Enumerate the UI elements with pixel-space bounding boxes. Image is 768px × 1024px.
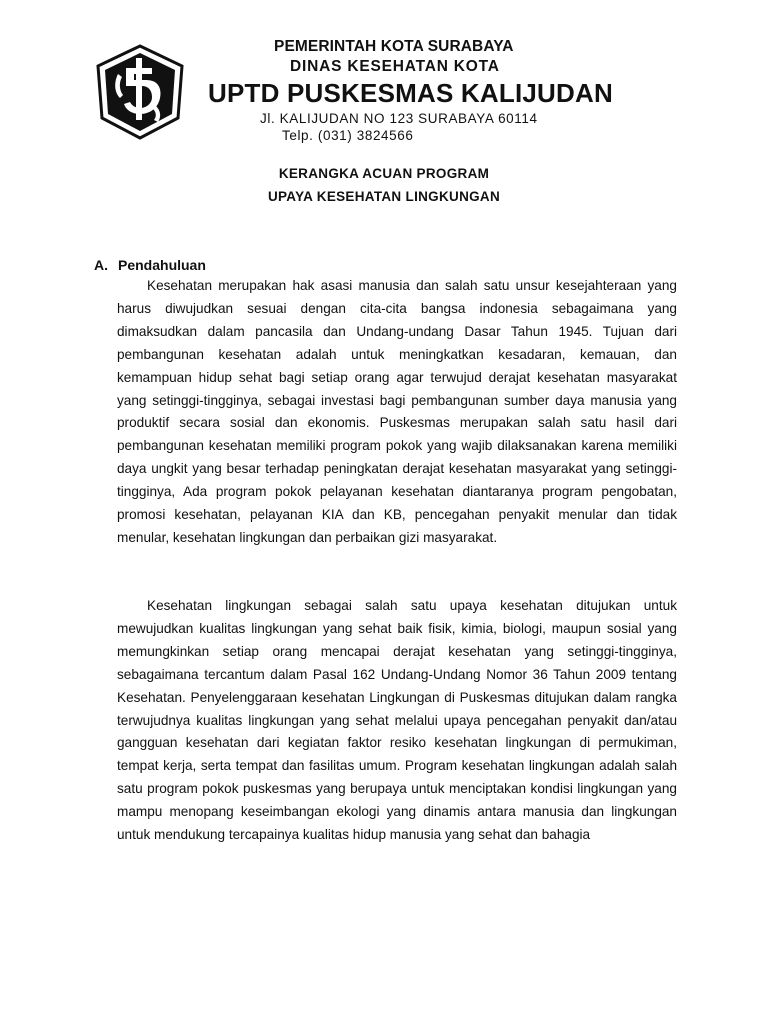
surabaya-city-emblem-icon (96, 44, 184, 140)
document-title: KERANGKA ACUAN PROGRAM (278, 166, 490, 181)
section-number: A. (94, 257, 108, 273)
letterhead-phone: Telp. (031) 3824566 (282, 128, 414, 143)
letterhead-department: DINAS KESEHATAN KOTA (290, 58, 500, 75)
document-subtitle: UPAYA KESEHATAN LINGKUNGAN (267, 189, 501, 204)
letterhead-institution: UPTD PUSKESMAS KALIJUDAN (208, 78, 613, 108)
paragraph-2 (117, 595, 677, 847)
paragraph-text: Kesehatan lingkungan sebagai salah satu upaya kesehatan ditujukan untuk mewujudkan kualitas lingkungan yang sehat baik fisik, kimia, biologi, maupun sosial yang memungkinkan setiap orang mencapai derajat kesehatan yang setinggi-tingginya, sebagaimana tercantum dalam Pasal 162 Undang-Undang Nomor 36 Tahun 2009 tentang Kesehatan. Penyelenggaraan kesehatan Lingkungan di Puskesmas ditujukan dalam rangka terwujudnya kualitas lingkungan yang sehat melalui upaya pencegahan penyakit dan/atau gangguan kesehatan dari kegiatan faktor resiko kesehatan lingkungan di permukiman, tempat kerja, serta tempat dan fasilitas umum. Program kesehatan lingkungan adalah salah satu program pokok puskesmas yang berupaya untuk menciptakan kondisi lingkungan yang mampu menopang keseimbangan ekologi yang dinamis antara manusia dan lingkungan untuk mendukung tercapainya kualitas hidup manusia yang sehat dan bahagia (117, 598, 677, 843)
letterhead-government: PEMERINTAH KOTA SURABAYA (274, 38, 514, 55)
section-heading (94, 257, 206, 273)
letterhead-address: Jl. KALIJUDAN NO 123 SURABAYA 60114 (260, 111, 538, 126)
paragraph-1 (117, 275, 677, 550)
paragraph-text: Kesehatan merupakan hak asasi manusia dan salah satu unsur kesejahteraan yang harus diwujudkan sesuai dengan cita-cita bangsa indonesia sebagaimana yang dimaksudkan dalam pancasila dan Undang-undang Dasar Tahun 1945. Tujuan dari pembangunan kesehatan adalah untuk meningkatkan kesadaran, kemauan, dan kemampuan hidup sehat bagi setiap orang agar terwujud derajat kesehatan masyarakat yang setinggi-tingginya, sebagai investasi bagi pembangunan sumber daya manusia yang produktif secara sosial dan ekonomis. Puskesmas merupakan salah satu hasil dari pembangunan kesehatan memiliki program pokok yang wajib dilaksanakan karena memiliki daya ungkit yang besar terhadap peningkatan derajat kesehatan masyarakat yang setinggi-tingginya, Ada program pokok pelayanan kesehatan diantaranya program pengobatan, promosi kesehatan, pelayanan KIA dan KB, pencegahan penyakit menular dan tidak menular, kesehatan lingkungan dan perbaikan gizi masyarakat. (117, 278, 677, 545)
section-title: Pendahuluan (118, 257, 206, 273)
